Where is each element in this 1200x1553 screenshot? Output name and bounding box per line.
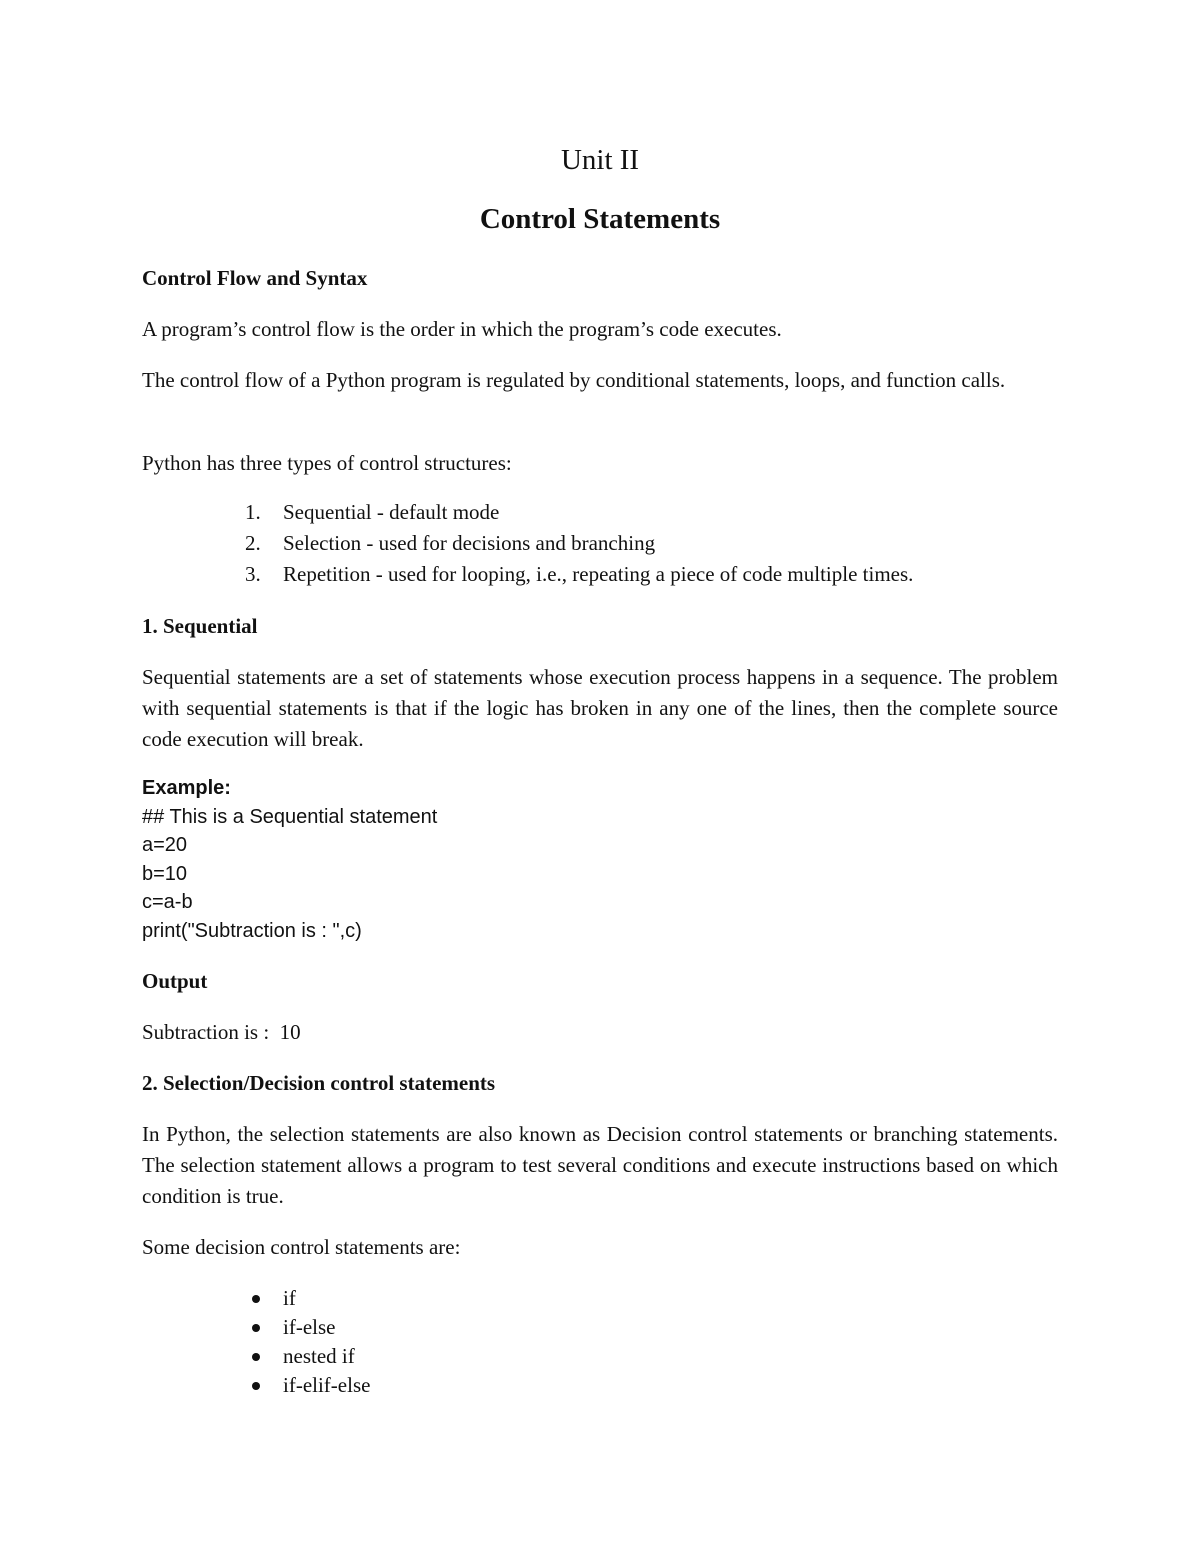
list-item-text: if-else <box>283 1315 336 1339</box>
paragraph-control-flow-definition: A program’s control flow is the order in which the program’s code executes. <box>142 317 782 341</box>
code-line: ## This is a Sequential statement <box>142 805 438 828</box>
code-line: print("Subtraction is : ",c) <box>142 919 362 942</box>
paragraph-selection: In Python, the selection statements are also known as Decision control statements or branching statements. The selection statement allows a program to test several conditions and execute instructions based on which condition is true. <box>142 1122 1058 1208</box>
list-item <box>142 1313 1058 1342</box>
code-line: a=20 <box>142 834 188 856</box>
list-item <box>142 559 1058 590</box>
list-item-text: Repetition - used for looping, i.e., repeating a piece of code multiple times. <box>283 562 914 586</box>
list-item-text: Selection - used for decisions and branching <box>283 531 656 555</box>
unit-title: Unit II <box>560 144 640 176</box>
code-example <box>142 774 1058 945</box>
paragraph-sequential: Sequential statements are a set of statements whose execution process happens in a sequence. The problem with sequential statements is that if the logic has broken in any one of the lines, then the complete source code execution will break. <box>142 665 1058 751</box>
control-structures-list <box>142 497 1058 590</box>
section-heading-selection: 2. Selection/Decision control statements <box>142 1071 496 1095</box>
paragraph-control-structures-intro: Python has three types of control structures: <box>142 451 512 475</box>
code-line: c=a-b <box>142 891 193 913</box>
bullet-icon <box>252 1353 260 1361</box>
page-title: Control Statements <box>479 203 721 235</box>
list-item <box>142 528 1058 559</box>
list-number: 3. <box>245 562 261 586</box>
list-item-text: if <box>283 1286 296 1310</box>
output-heading: Output <box>142 969 208 993</box>
example-label: Example: <box>142 777 231 799</box>
output-text: Subtraction is : 10 <box>142 1020 301 1044</box>
list-item-text: Sequential - default mode <box>283 500 500 524</box>
bullet-icon <box>252 1295 260 1303</box>
list-item <box>142 1284 1058 1313</box>
section-heading-sequential: 1. Sequential <box>142 614 258 638</box>
bullet-icon <box>252 1324 260 1332</box>
paragraph-control-flow-regulation: The control flow of a Python program is regulated by conditional statements, loops, and function calls. <box>142 368 1006 392</box>
list-number: 2. <box>245 531 261 555</box>
code-line: b=10 <box>142 862 188 885</box>
list-item <box>142 497 1058 528</box>
list-number: 1. <box>245 500 261 524</box>
list-item <box>142 1371 1058 1400</box>
list-item-text: nested if <box>283 1344 355 1368</box>
bullet-icon <box>252 1382 260 1390</box>
list-item-text: if-elif-else <box>283 1373 371 1397</box>
decision-statements-list <box>142 1284 1058 1400</box>
list-item <box>142 1342 1058 1371</box>
section-heading-control-flow: Control Flow and Syntax <box>142 266 368 290</box>
paragraph-decision-intro: Some decision control statements are: <box>142 1235 461 1259</box>
